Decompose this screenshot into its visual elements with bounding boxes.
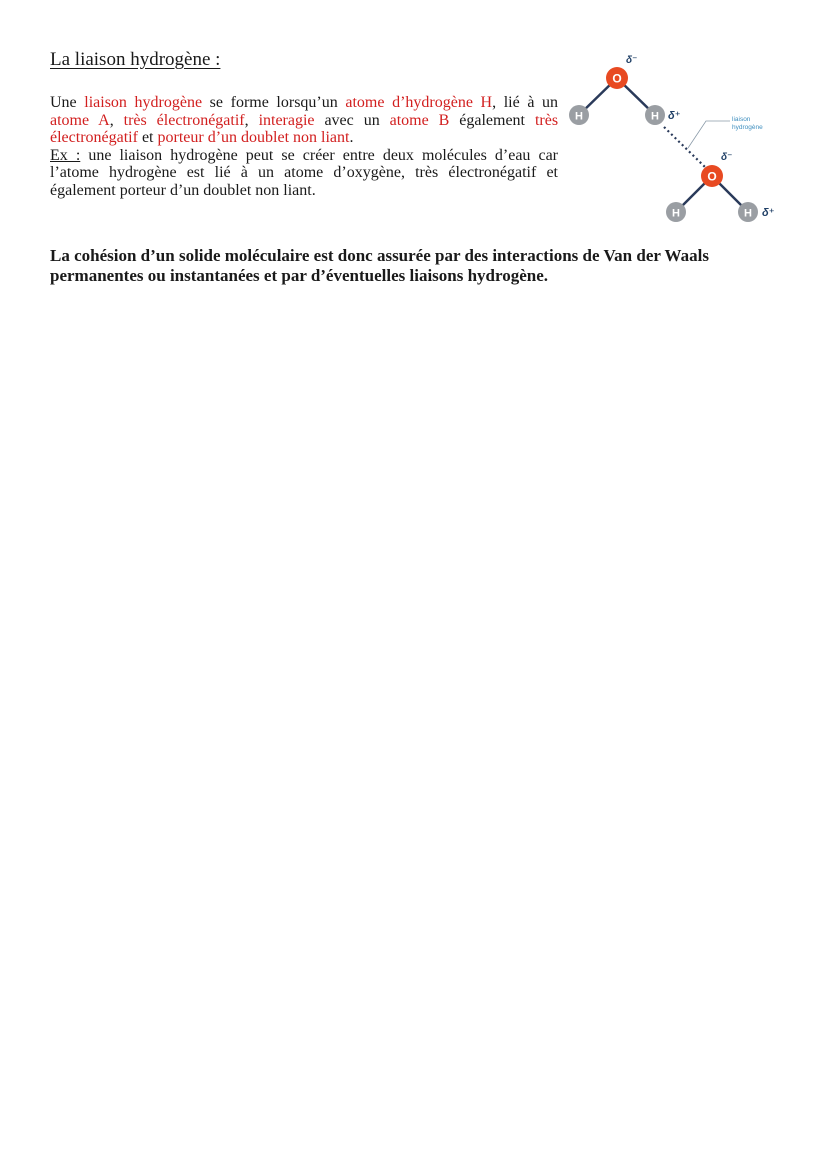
delta-plus-label: δ⁺: [762, 207, 775, 219]
text: Une: [50, 94, 85, 111]
conclusion-paragraph: La cohésion d’un solide moléculaire est donc assurée par des interactions de Van der Waals permanentes ou instantanées et par d’éventuelles liaisons hydrogène.: [50, 246, 709, 285]
text: se forme lorsqu’un: [202, 94, 346, 111]
hydrogen-label: H: [672, 207, 680, 220]
highlight-term: atome A: [50, 111, 110, 129]
highlight-term: porteur d’un doublet non liant: [157, 129, 350, 146]
hydrogen-bond-label-line1: liaison: [732, 116, 751, 123]
highlight-term: très électronégatif: [123, 111, 245, 129]
example-label: Ex :: [50, 146, 81, 164]
text: avec un: [314, 111, 390, 129]
delta-plus-label: δ⁺: [668, 110, 681, 122]
text: .: [349, 129, 354, 146]
hydrogen-label: H: [744, 207, 752, 220]
hydrogen-label: H: [575, 110, 583, 123]
section-title: La liaison hydrogène :: [50, 49, 221, 70]
text: et: [137, 129, 158, 146]
text: ,: [244, 111, 259, 129]
label-leader-line: [688, 121, 730, 148]
oxygen-label: O: [612, 71, 622, 86]
text: également: [449, 111, 535, 129]
example-text: une liaison hydrogène peut se créer entre deux molécules d’eau car l’atome hydrogène est lié à un atome d’oxygène, très électronégatif et également porteur d’un doublet non liant.: [50, 146, 559, 199]
hydrogen-bond-label-line2: hydrogène: [732, 124, 763, 131]
delta-minus-label: δ⁻: [626, 55, 638, 66]
hydrogen-bond-dotted: [664, 127, 707, 169]
highlight-term: atome B: [389, 111, 450, 129]
highlight-term: interagie: [258, 111, 315, 129]
oxygen-label: O: [707, 169, 717, 184]
water-hydrogen-bond-diagram: [560, 48, 800, 228]
highlight-term: très électronégatif: [50, 111, 559, 146]
text: ,: [109, 111, 124, 129]
highlight-term: liaison hydrogène: [84, 94, 203, 111]
definition-paragraph: [50, 94, 558, 199]
delta-minus-label: δ⁻: [721, 152, 733, 163]
hydrogen-label: H: [651, 110, 659, 123]
highlight-term: atome d’hydrogène H: [345, 94, 493, 111]
text: , lié à un: [492, 94, 559, 111]
